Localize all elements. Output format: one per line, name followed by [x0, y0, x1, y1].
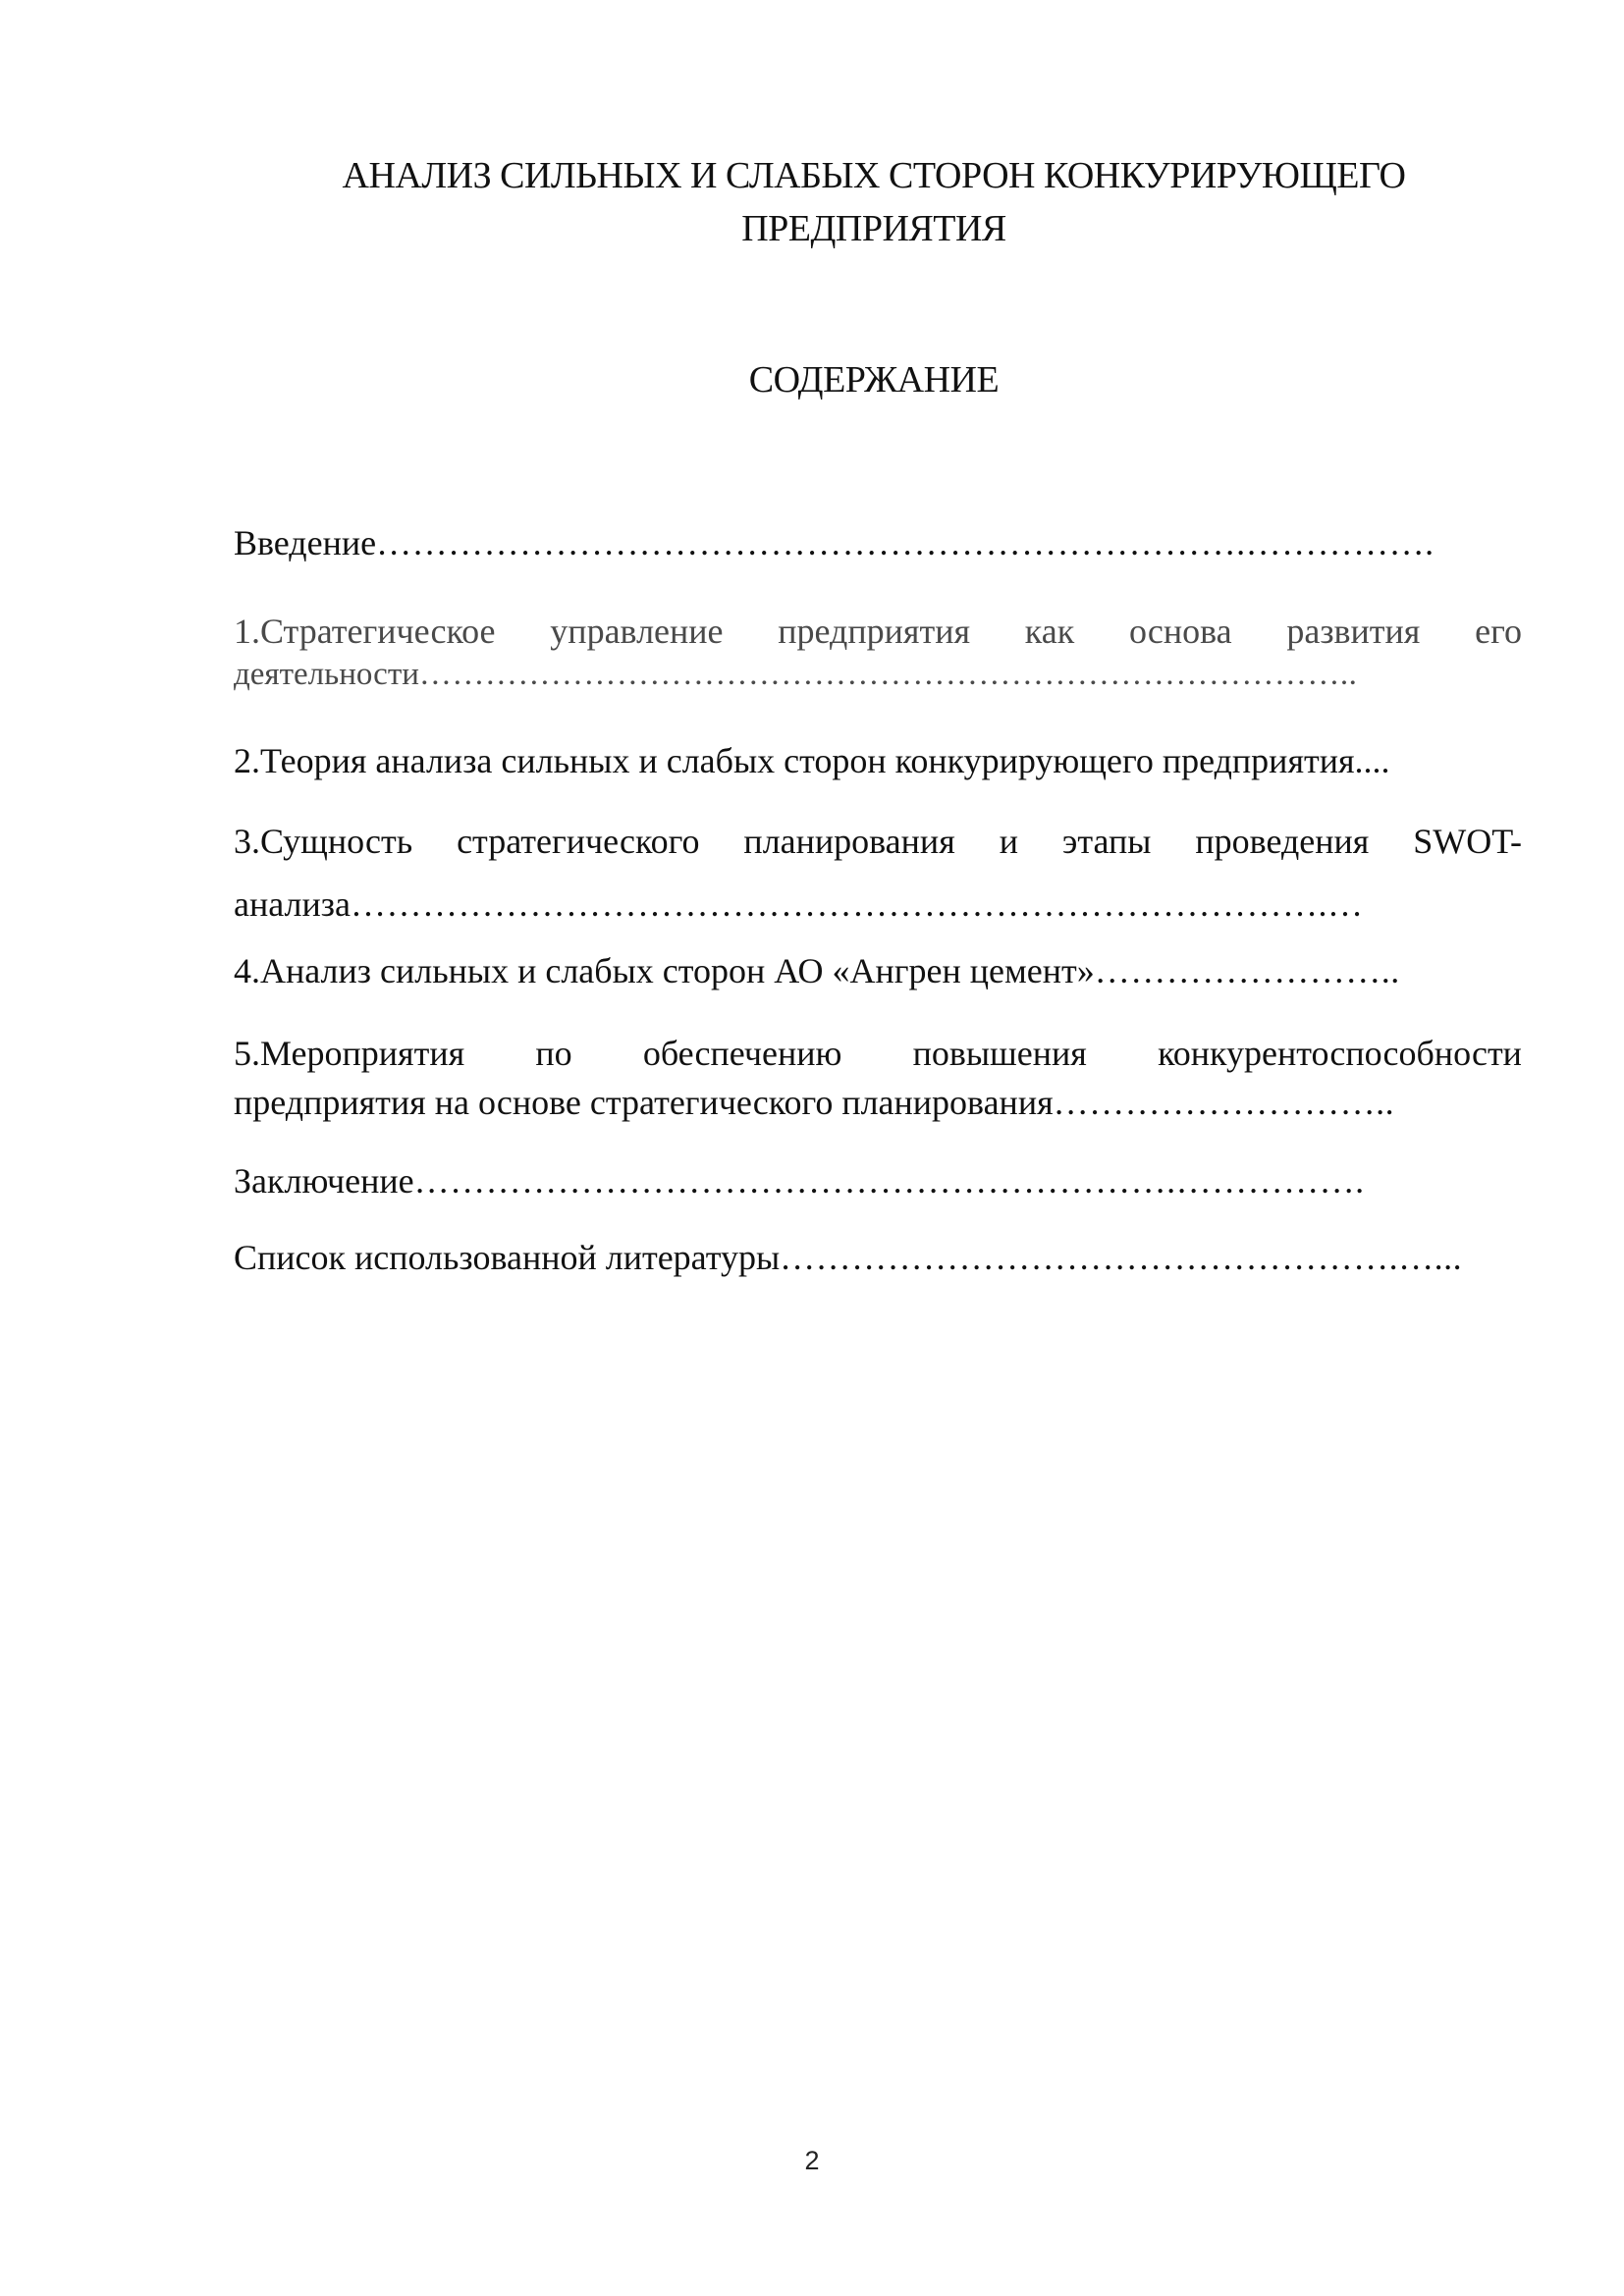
toc-word: основа	[1128, 612, 1232, 651]
toc-entry-3-words	[234, 819, 1522, 864]
toc-word: развития	[1286, 612, 1421, 651]
toc-entry-references[interactable]	[234, 1235, 1522, 1280]
toc-word: 5.Мероприятия	[234, 1034, 465, 1073]
toc-word: предприятия	[778, 612, 971, 651]
toc-word: и	[999, 822, 1018, 861]
document-title-line-2: ПРЕДПРИЯТИЯ	[741, 208, 1006, 249]
toc-leader-dots: ……………………..	[1094, 951, 1400, 990]
toc-word: SWOT-	[1413, 822, 1522, 861]
toc-entry-5-line-2[interactable]	[234, 1080, 1522, 1125]
toc-entry-4[interactable]	[234, 948, 1522, 993]
document-title-line-1: АНАЛИЗ СИЛЬНЫХ И СЛАБЫХ СТОРОН КОНКУРИРУЮЩЕГО	[342, 155, 1406, 196]
document-title	[236, 149, 1512, 255]
toc-leader-dots: ……………………………………………………………….…………….	[376, 523, 1435, 562]
toc-entry-1-words	[234, 609, 1522, 654]
toc-word: повышения	[912, 1034, 1087, 1073]
toc-entry-2-label: 2.Теория анализа сильных и слабых сторон конкурирующего предприятия....	[234, 741, 1390, 780]
toc-word: его	[1475, 612, 1522, 651]
toc-entry-3-line-2[interactable]	[234, 881, 1522, 927]
toc-leader-dots: ……………………………………………………….…………….	[413, 1161, 1365, 1201]
toc-entry-2[interactable]	[234, 738, 1522, 783]
toc-word: 3.Сущность	[234, 822, 413, 861]
toc-word: управление	[550, 612, 724, 651]
toc-entry-5-line-1[interactable]	[234, 1031, 1522, 1076]
toc-word: стратегического	[457, 822, 700, 861]
toc-leader-dots: …………………………………………………………………………..	[418, 657, 1358, 692]
toc-entry-conclusion[interactable]	[234, 1158, 1522, 1203]
toc-leader-dots: ………………………..	[1053, 1083, 1395, 1122]
toc-entry-1-line-2[interactable]	[234, 652, 1522, 697]
toc-word: обеспечению	[642, 1034, 842, 1073]
toc-leader-dots: …………………………………………….…...	[780, 1238, 1463, 1277]
toc-entry-5-words	[234, 1031, 1522, 1076]
toc-word: проведения	[1195, 822, 1370, 861]
toc-word: планирования	[743, 822, 955, 861]
toc-word: конкурентоспособности	[1158, 1034, 1522, 1073]
toc-entry-conclusion-label: Заключение	[234, 1161, 414, 1201]
toc-entry-5-label: предприятия на основе стратегического планирования	[234, 1083, 1054, 1122]
toc-heading: СОДЕРЖАНИЕ	[748, 359, 1000, 400]
toc-word: по	[535, 1034, 572, 1073]
toc-entry-1-line-1[interactable]	[234, 609, 1522, 654]
page-number: 2	[804, 2146, 820, 2175]
toc-entry-introduction[interactable]	[234, 520, 1522, 565]
toc-word: как	[1024, 612, 1075, 651]
toc-entry-references-label: Список использованной литературы	[234, 1238, 781, 1277]
toc-word: 1.Стратегическое	[234, 612, 496, 651]
toc-entry-1-label: деятельности	[234, 657, 419, 692]
toc-entry-3-line-1[interactable]	[234, 819, 1522, 864]
toc-entry-4-label: 4.Анализ сильных и слабых сторон АО «Ангрен цемент»	[234, 951, 1095, 990]
toc-word: этапы	[1061, 822, 1152, 861]
toc-leader-dots: ……………………………………………………………………….…	[350, 884, 1364, 924]
toc-entry-3-label: анализа	[234, 884, 351, 924]
toc-entry-introduction-label: Введение	[234, 523, 377, 562]
